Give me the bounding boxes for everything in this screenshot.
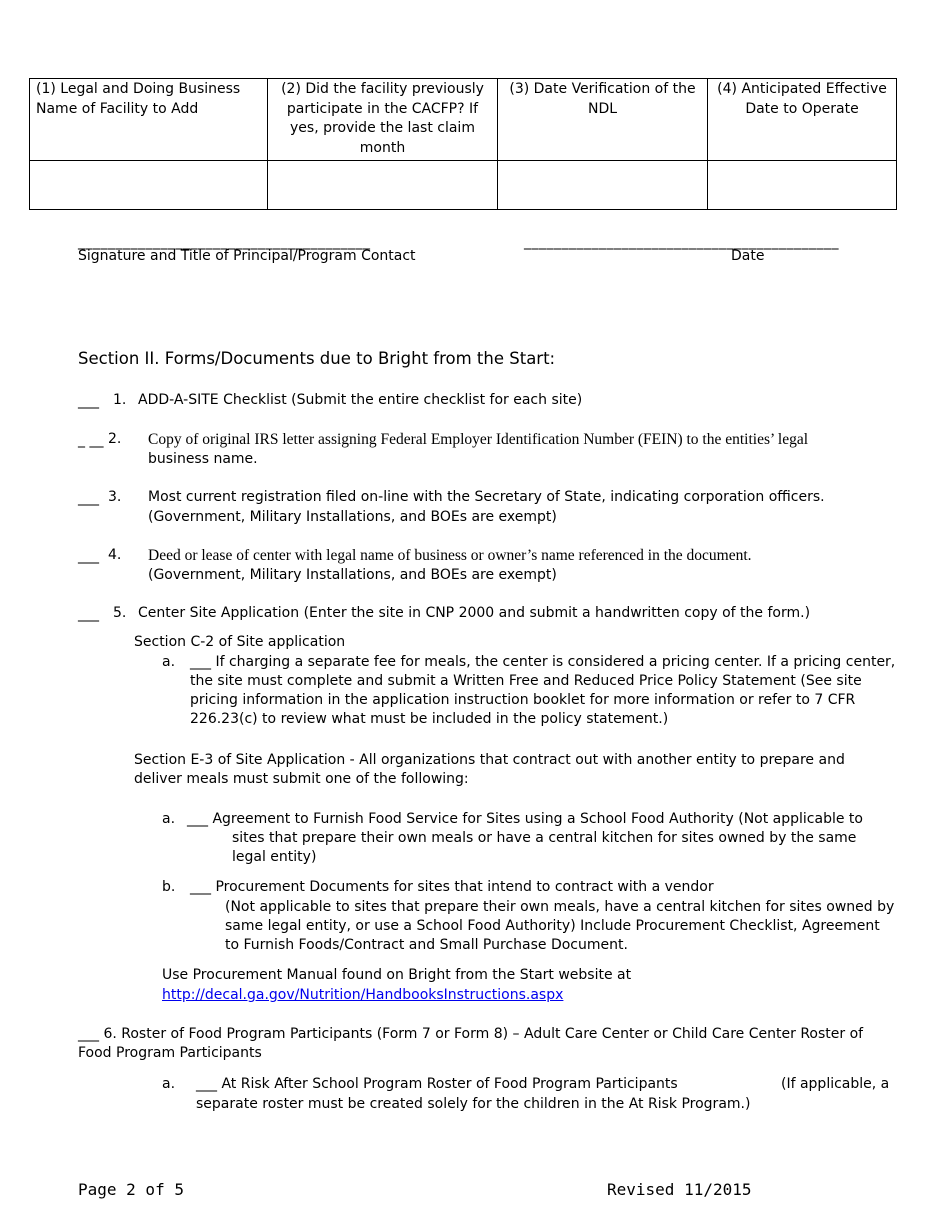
section-e3-b-letter: b. <box>162 879 176 895</box>
item-6-a-letter: a. <box>162 1076 176 1092</box>
table-header-previous-participation: (2) Did the facility previously participate in the CACFP? If yes, provide the last claim month <box>268 79 498 161</box>
item-3-text: Most current registration filed on-line with the Secretary of State, indicating corporation officers. <box>148 489 825 505</box>
section-e3-a-letter: a. <box>162 811 176 827</box>
signature-label: Signature and Title of Principal/Program Contact <box>78 248 416 264</box>
section-e3-b-text: ___ Procurement Documents for sites that intend to contract with a vendor <box>190 879 714 895</box>
item-5-checkbox[interactable]: ___ <box>78 606 99 622</box>
table-cell-previous-participation[interactable] <box>268 161 498 210</box>
item-6-a-text-right: (If applicable, a <box>781 1076 890 1092</box>
table-row <box>30 161 897 210</box>
item-2-checkbox[interactable]: _ __ <box>78 432 104 448</box>
table-cell-ndl-verification[interactable] <box>498 161 708 210</box>
section-e3-heading: Section E-3 of Site Application - All organizations that contract out with another entity to prepare and deliver meals must submit one of the following: <box>134 752 845 787</box>
table-header-facility-name: (1) Legal and Doing Business Name of Facility to Add <box>30 79 268 161</box>
section-e3-b-text-continued: (Not applicable to sites that prepare their own meals, have a central kitchen for sites owned by same legal entity, or use a School Food Authority) Include Procurement Checklist, Agreement to Furnish Foods/Contract and Small Purchase Document. <box>225 899 895 953</box>
item-2-text-continued: business name. <box>148 451 258 467</box>
item-4-checkbox[interactable]: ___ <box>78 548 99 564</box>
item-1-text: ADD-A-SITE Checklist (Submit the entire checklist for each site) <box>138 392 583 408</box>
page-number: Page 2 of 5 <box>78 1180 184 1199</box>
item-3-number: 3. <box>108 489 122 505</box>
table-header-effective-date: (4) Anticipated Effective Date to Operate <box>708 79 897 161</box>
table-cell-facility-name[interactable] <box>30 161 268 210</box>
item-6-a-text-continued: separate roster must be created solely for the children in the At Risk Program.) <box>196 1096 751 1112</box>
table-cell-effective-date[interactable] <box>708 161 897 210</box>
item-1-number: 1. <box>113 392 127 408</box>
section-e3-a-text: ___ Agreement to Furnish Food Service for Sites using a School Food Authority (Not applicable to <box>187 811 863 827</box>
section-c2-a-text: ___ If charging a separate fee for meals, the center is considered a pricing center. If a pricing center, the site must complete and submit a Written Free and Reduced Price Policy Statement (See site pricing information in the application instruction booklet for more information or refer to 7 CFR 226.23(c) to review what must be included in the policy statement.) <box>190 654 896 727</box>
item-5-text: Center Site Application (Enter the site in CNP 2000 and submit a handwritten copy of the form.) <box>138 605 811 621</box>
item-3-checkbox[interactable]: ___ <box>78 490 99 506</box>
item-2-text: Copy of original IRS letter assigning Federal Employer Identification Number (FEIN) to the entities’ legal <box>148 431 809 448</box>
section-c2-a-letter: a. <box>162 654 176 670</box>
procurement-manual-link[interactable]: http://decal.ga.gov/Nutrition/HandbooksInstructions.aspx <box>162 987 564 1003</box>
revised-date: Revised 11/2015 <box>607 1180 752 1199</box>
date-label: Date <box>731 248 765 264</box>
item-3-note: (Government, Military Installations, and BOEs are exempt) <box>148 509 557 525</box>
section-c2-heading: Section C-2 of Site application <box>134 634 346 650</box>
item-4-number: 4. <box>108 547 122 563</box>
item-2-number: 2. <box>108 431 122 447</box>
item-4-text: Deed or lease of center with legal name of business or owner’s name referenced in the document. <box>148 547 752 564</box>
item-6-a-text: ___ At Risk After School Program Roster of Food Program Participants <box>196 1076 678 1092</box>
section-title: Section II. Forms/Documents due to Bright from the Start: <box>78 349 556 368</box>
item-5-number: 5. <box>113 605 127 621</box>
procurement-manual-text: Use Procurement Manual found on Bright from the Start website at <box>162 967 632 983</box>
item-4-note: (Government, Military Installations, and BOEs are exempt) <box>148 567 557 583</box>
signature-line: _______________________________________ <box>78 234 371 250</box>
table-header-ndl-verification: (3) Date Verification of the NDL <box>498 79 708 161</box>
date-line: __________________________________________ <box>524 234 839 250</box>
item-6-text: ___ 6. Roster of Food Program Participants (Form 7 or Form 8) – Adult Care Center or Child Care Center Roster of Food Program Participants <box>78 1026 864 1061</box>
facility-table <box>29 78 897 210</box>
item-1-checkbox[interactable]: ___ <box>78 393 99 409</box>
section-e3-a-text-continued: sites that prepare their own meals or have a central kitchen for sites owned by the same legal entity) <box>232 830 857 865</box>
